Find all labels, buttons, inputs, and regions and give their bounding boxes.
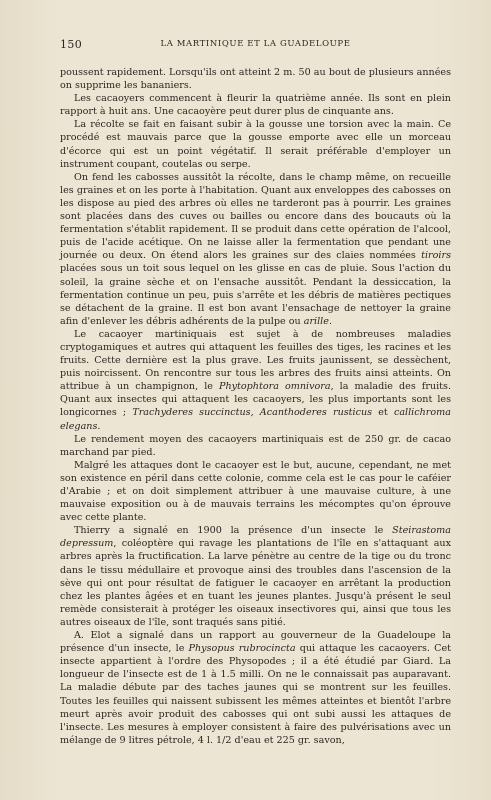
italic-term: callichroma elegans bbox=[60, 407, 451, 432]
page-number: 150 bbox=[60, 38, 83, 51]
italic-term: Phytophtora omnivora bbox=[218, 381, 331, 393]
body-text bbox=[60, 66, 451, 747]
paragraph: A. Elot a signalé dans un rapport au gouverneur de la Guadeloupe la présence d'un insecte, le Physopus rubrocincta qui attaque les cacaoyers. Cet insecte appartient à l'ordre des Physopodes ; il a été étudié par Giard. La longueur de l'insecte est de 1 à 1.5 milli. On ne le connaissait pas auparavant. La maladie débute par des taches jaunes qui se montrent sur les feuilles. Toutes les feuilles qui naissent subissent les mêmes atteintes et bientôt l'arbre meurt après avoir produit des cabosses qui ont subi aussi les attaques de l'insecte. Les mesures à employer consistent à faire des pulvérisations avec un mélange de 9 litres pétrole, 4 l. 1/2 d'eau et 225 gr. savon, bbox=[60, 630, 452, 746]
paragraph: Le rendement moyen des cacaoyers martiniquais est de 250 gr. de cacao marchand par pied. bbox=[60, 433, 451, 458]
paragraph: Thierry a signalé en 1900 la présence d'un insecte le Steirastoma depressum, coléoptère qui ravage les plantations de l'île en s'attaquant aux arbres après la fructification. La larve pénètre au centre de la tige ou du tronc dans le tissu médullaire et provoque ainsi des troubles dans l'ascension de la sève qui ont pour résultat de fatiguer le cacaoyer en arrêtant la production chez les plantes âgées et en tuant les jeunes plantes. Jusqu'à présent le seul remède consisterait à protéger les oiseaux insectivores qui, ainsi que tous les autres oiseaux de l'île, sont traqués sans pitié. bbox=[60, 525, 451, 628]
paragraph: La récolte se fait en faisant subir à la gousse une torsion avec la main. Ce procédé est mauvais parce que la gousse emporte avec elle un morceau d'écorce qui est un point végétatif. Il serait préférable d'employer un instrument coupant, coutelas ou serpe. bbox=[60, 119, 451, 170]
italic-term: Physopus rubrocincta bbox=[188, 643, 296, 655]
page-header bbox=[60, 38, 451, 58]
italic-term: Steirastoma depressum bbox=[60, 525, 451, 550]
paragraph: On fend les cabosses aussitôt la récolte, dans le champ même, on recueille les graines et on les porte à l'habitation. Quant aux enveloppes des cabosses on les dispose au pied des arbres où elles ne tarderont pas à pourrir. Les graines sont placées dans des cuves ou bailles ou encore dans des boucauts où la fermentation s'établit rapidement. Il se produit dans cette opération de l'alcool, puis de l'acide acétique. On ne laisse aller la fermentation que pendant une journée ou deux. On étend alors les graines sur des claies nommées tiroirs placées sous un toit sous lequel on les glisse en cas de pluie. Sous l'action du soleil, la graine sèche et on l'ensache aussitôt. Pendant la dessiccation, la fermentation continue un peu, puis s'arrête et les débris de matières pectiques se détachent de la graine. Il est bon avant l'ensachage de nettoyer la graine afin d'enlever les débris adhérents de la pulpe ou arille. bbox=[60, 171, 451, 327]
italic-term: Trachyderes succinctus, Acanthoderes rusticus bbox=[132, 407, 373, 419]
italic-term: tiroirs bbox=[421, 250, 451, 262]
italic-term: arille bbox=[303, 315, 329, 327]
paragraph: Le cacaoyer martiniquais est sujet à de nombreuses maladies cryptogamiques et autres qui attaquent les feuilles des tiges, les racines et les fruits. Cette dernière est la plus grave. Les fruits jaunissent, se dessèchent, puis noircissent. On rencontre sur tous les arbres des fruits ainsi atteints. On attribue à un champignon, le Phytophtora omnivora, la maladie des fruits. Quant aux insectes qui attaquent les cacaoyers, les plus importants sont les longicornes ; Trachyderes succinctus, Acanthoderes rusticus et callichroma elegans. bbox=[60, 328, 452, 432]
running-title: LA MARTINIQUE ET LA GUADELOUPE bbox=[160, 39, 351, 49]
paragraph: poussent rapidement. Lorsqu'ils ont atteint 2 m. 50 au bout de plusieurs années on supprime les bananiers. bbox=[60, 67, 451, 92]
paragraph: Malgré les attaques dont le cacaoyer est le but, aucune, cependant, ne met son existence en péril dans cette colonie, comme cela est le cas pour le caféier d'Arabie ; et on doit simplement attribuer à une mauvaise culture, à une mauvaise exposition ou à de mauvais terrains les mécomptes qu'on éprouve avec cette plante. bbox=[60, 459, 451, 524]
paragraph: Les cacaoyers commencent à fleurir la quatrième année. Ils sont en plein rapport à huit ans. Une cacaoyère peut durer plus de cinquante ans. bbox=[60, 93, 451, 118]
